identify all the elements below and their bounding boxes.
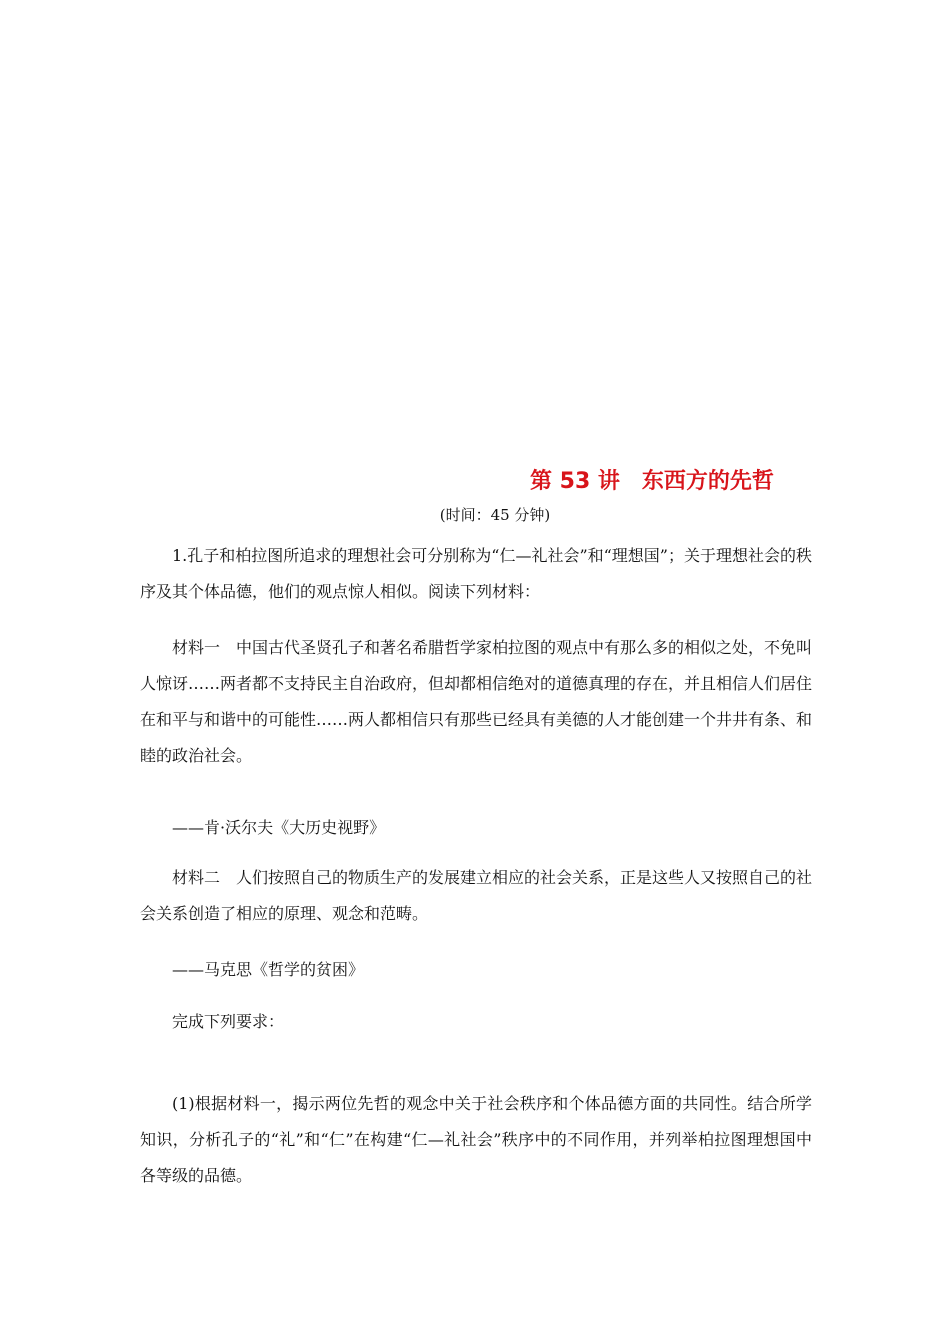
question-part-1: (1)根据材料一，揭示两位先哲的观念中关于社会秩序和个体品德方面的共同性。结合所学知识，分析孔子的“礼”和“仁”在构建“仁—礼社会”秩序中的不同作用，并列举柏拉图理想国中各等级的品德。 (140, 1094, 812, 1185)
page-title: 第 53 讲 东西方的先哲 (530, 469, 774, 494)
material-one: 材料一 中国古代圣贤孔子和著名希腊哲学家柏拉图的观点中有那么多的相似之处，不免叫人惊讶……两者都不支持民主自治政府，但却都相信绝对的道德真理的存在，并且相信人们居住在和平与和谐中的可能性……两人都相信只有那些已经具有美德的人才能创建一个井井有条、和睦的政治社会。 (140, 638, 813, 765)
instruction: 完成下列要求： (172, 1012, 285, 1031)
material-one-source: ——肯·沃尔夫《大历史视野》 (172, 818, 386, 837)
question-intro: 1.孔子和柏拉图所追求的理想社会可分别称为“仁—礼社会”和“理想国”；关于理想社会的秩序及其个体品德，他们的观点惊人相似。阅读下列材料： (140, 546, 812, 601)
material-two-source: ——马克思《哲学的贫困》 (172, 960, 365, 979)
time-note: (时间：45 分钟) (439, 506, 551, 524)
material-two: 材料二 人们按照自己的物质生产的发展建立相应的社会关系，正是这些人又按照自己的社会关系创造了相应的原理、观念和范畴。 (140, 868, 813, 923)
